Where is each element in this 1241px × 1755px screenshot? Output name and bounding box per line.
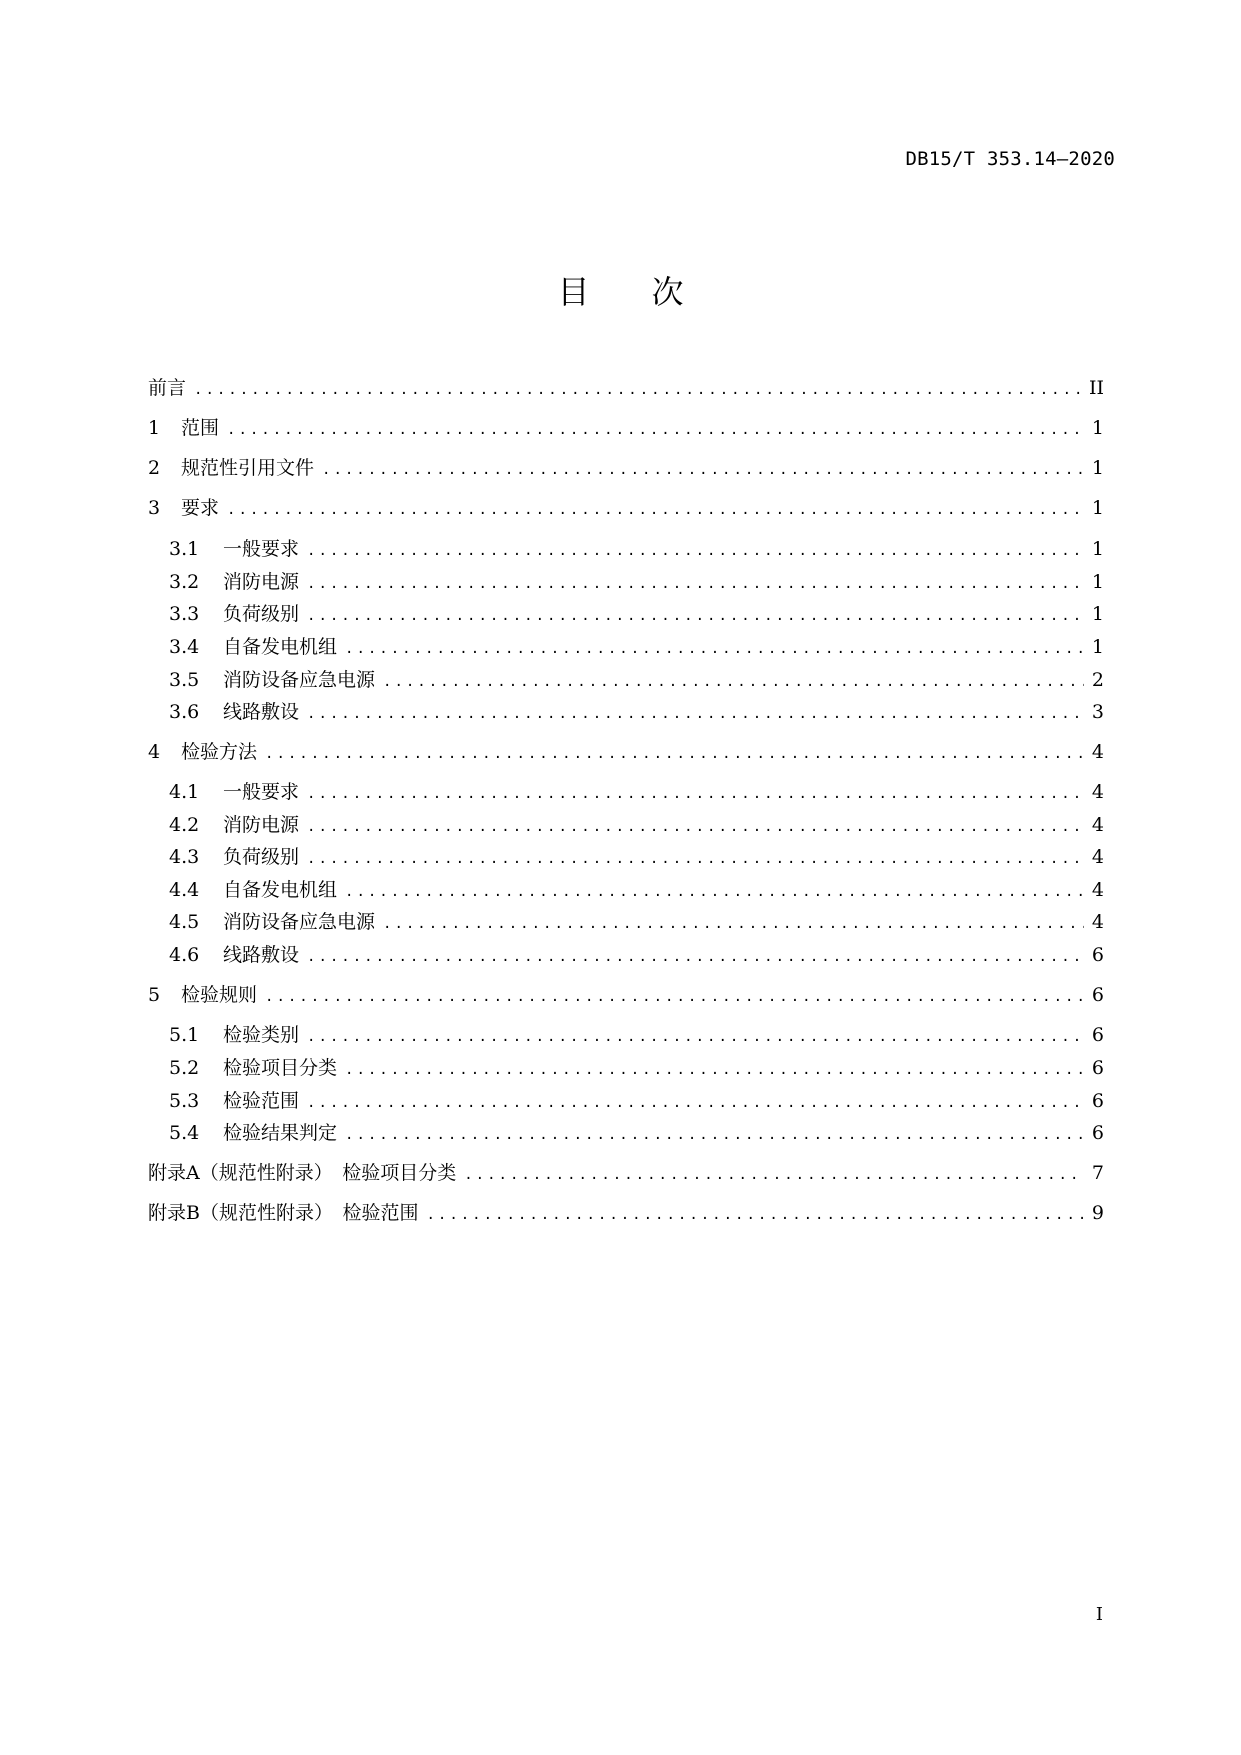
toc-entry-number: 4.2	[169, 814, 200, 836]
toc-entry	[169, 569, 1104, 595]
toc-entry-page: 3	[1091, 701, 1104, 723]
toc-entry-page: 4	[1091, 814, 1104, 836]
toc-entry	[169, 779, 1104, 805]
toc-entry-page: 6	[1091, 1057, 1104, 1079]
toc-entry-label: 线路敷设	[223, 944, 300, 966]
toc-entry-label: 要求	[181, 497, 220, 519]
toc-entry-page: 6	[1091, 984, 1104, 1006]
toc-entry	[169, 1088, 1104, 1114]
toc-entry-label: 范围	[181, 417, 220, 439]
toc-entry-label: 消防设备应急电源	[223, 911, 376, 933]
toc-dot-leader	[383, 911, 1084, 937]
toc-entry	[169, 877, 1104, 903]
toc-entry-number: 1	[148, 417, 161, 439]
toc-entry-page: 1	[1091, 417, 1104, 439]
toc-entry-page: 1	[1091, 636, 1104, 658]
toc-entry-number: 4	[148, 741, 161, 763]
toc-dot-leader	[265, 984, 1084, 1010]
toc-entry	[148, 982, 1104, 1008]
toc-dot-leader	[307, 846, 1084, 872]
toc-entry-label: 检验方法	[181, 741, 258, 763]
document-code: DB15/T 353.14—2020	[905, 148, 1115, 170]
toc-entry	[169, 844, 1104, 870]
toc-entry	[169, 1022, 1104, 1048]
toc-entry-page: 6	[1091, 944, 1104, 966]
toc-entry-label: 检验规则	[181, 984, 258, 1006]
toc-dot-leader	[227, 417, 1084, 443]
toc-entry	[169, 634, 1104, 660]
toc-entry-page: 1	[1091, 538, 1104, 560]
toc-title: 目次	[557, 273, 746, 311]
toc-dot-leader	[227, 497, 1084, 523]
toc-entry-label: 自备发电机组	[223, 879, 338, 901]
toc-entry-number: 5.4	[169, 1122, 200, 1144]
toc-entry	[148, 455, 1104, 481]
toc-entry	[148, 1200, 1104, 1226]
toc-dot-leader	[383, 669, 1084, 695]
toc-dot-leader	[345, 1122, 1084, 1148]
toc-entry	[169, 536, 1104, 562]
toc-entry-label: 检验结果判定	[223, 1122, 338, 1144]
toc-dot-leader	[307, 571, 1084, 597]
toc-entry-page: 1	[1091, 497, 1104, 519]
toc-entry-label: 附录A（规范性附录） 检验项目分类	[148, 1162, 457, 1184]
toc-entry-number: 3.1	[169, 538, 200, 560]
toc-entry-number: 3.2	[169, 571, 200, 593]
toc-entry-number: 4.4	[169, 879, 200, 901]
toc-entry	[169, 812, 1104, 838]
toc-entry-number: 5.3	[169, 1090, 200, 1112]
toc-entry-label: 自备发电机组	[223, 636, 338, 658]
toc-entry-number: 4.1	[169, 781, 200, 803]
toc-dot-leader	[307, 781, 1084, 807]
toc-dot-leader	[307, 603, 1084, 629]
toc-entry-number: 5.1	[169, 1024, 200, 1046]
toc-entry-page: 6	[1091, 1090, 1104, 1112]
toc-dot-leader	[322, 457, 1084, 483]
toc-dot-leader	[307, 1024, 1084, 1050]
toc-entry-page: 4	[1091, 911, 1104, 933]
toc-dot-leader	[307, 701, 1084, 727]
toc-entry-number: 2	[148, 457, 161, 479]
toc-entry-page: II	[1088, 377, 1104, 399]
toc-entry	[169, 601, 1104, 627]
toc-dot-leader	[307, 1090, 1084, 1116]
toc-entry-number: 4.3	[169, 846, 200, 868]
toc-entry	[148, 1160, 1104, 1186]
toc-entry	[148, 415, 1104, 441]
toc-entry	[148, 739, 1104, 765]
toc-dot-leader	[345, 879, 1084, 905]
toc-entry	[169, 699, 1104, 725]
toc-entry-label: 附录B（规范性附录） 检验范围	[148, 1202, 419, 1224]
toc-dot-leader	[307, 944, 1084, 970]
toc-entry-label: 线路敷设	[223, 701, 300, 723]
toc-entry	[169, 667, 1104, 693]
toc-entry-label: 消防电源	[223, 571, 300, 593]
toc-dot-leader	[194, 377, 1083, 403]
toc-dot-leader	[345, 1057, 1084, 1083]
toc-entry-label: 负荷级别	[223, 846, 300, 868]
toc-entry-page: 1	[1091, 603, 1104, 625]
toc-entry-label: 检验类别	[223, 1024, 300, 1046]
toc-entry-label: 检验项目分类	[223, 1057, 338, 1079]
toc-entry-page: 4	[1091, 781, 1104, 803]
toc-entry	[169, 1055, 1104, 1081]
toc-entry-label: 一般要求	[223, 781, 300, 803]
toc-entry	[169, 909, 1104, 935]
toc-dot-leader	[345, 636, 1084, 662]
toc-dot-leader	[307, 814, 1084, 840]
toc-entry-number: 5	[148, 984, 161, 1006]
toc-entry-label: 一般要求	[223, 538, 300, 560]
toc-entry-label: 前言	[148, 377, 187, 399]
toc-entry-page: 2	[1091, 669, 1104, 691]
toc-dot-leader	[426, 1202, 1084, 1228]
toc-entry-page: 4	[1091, 741, 1104, 763]
toc-entry-number: 3.4	[169, 636, 200, 658]
toc-dot-leader	[265, 741, 1084, 767]
toc-entry-number: 3.5	[169, 669, 200, 691]
toc-entry-label: 负荷级别	[223, 603, 300, 625]
toc-entry	[169, 942, 1104, 968]
toc-entry-page: 1	[1091, 571, 1104, 593]
toc-entry-page: 4	[1091, 846, 1104, 868]
toc-dot-leader	[307, 538, 1084, 564]
toc-entry-page: 1	[1091, 457, 1104, 479]
toc-entry-number: 3	[148, 497, 161, 519]
toc-entry-label: 消防电源	[223, 814, 300, 836]
page-number: I	[1095, 1604, 1103, 1625]
toc-entry-label: 消防设备应急电源	[223, 669, 376, 691]
toc-entry-page: 6	[1091, 1122, 1104, 1144]
toc-entry-number: 3.3	[169, 603, 200, 625]
toc-entry-number: 3.6	[169, 701, 200, 723]
toc-entry-page: 9	[1091, 1202, 1104, 1224]
toc-entry-number: 4.6	[169, 944, 200, 966]
toc-entry-number: 5.2	[169, 1057, 200, 1079]
toc-entry-page: 7	[1091, 1162, 1104, 1184]
toc-dot-leader	[464, 1162, 1084, 1188]
toc-entry-label: 检验范围	[223, 1090, 300, 1112]
toc-entry	[148, 375, 1104, 401]
toc-entry-number: 4.5	[169, 911, 200, 933]
toc-entry-label: 规范性引用文件	[181, 457, 315, 479]
toc-entry	[169, 1120, 1104, 1146]
toc-entry	[148, 495, 1104, 521]
toc-entry-page: 6	[1091, 1024, 1104, 1046]
toc-entry-page: 4	[1091, 879, 1104, 901]
